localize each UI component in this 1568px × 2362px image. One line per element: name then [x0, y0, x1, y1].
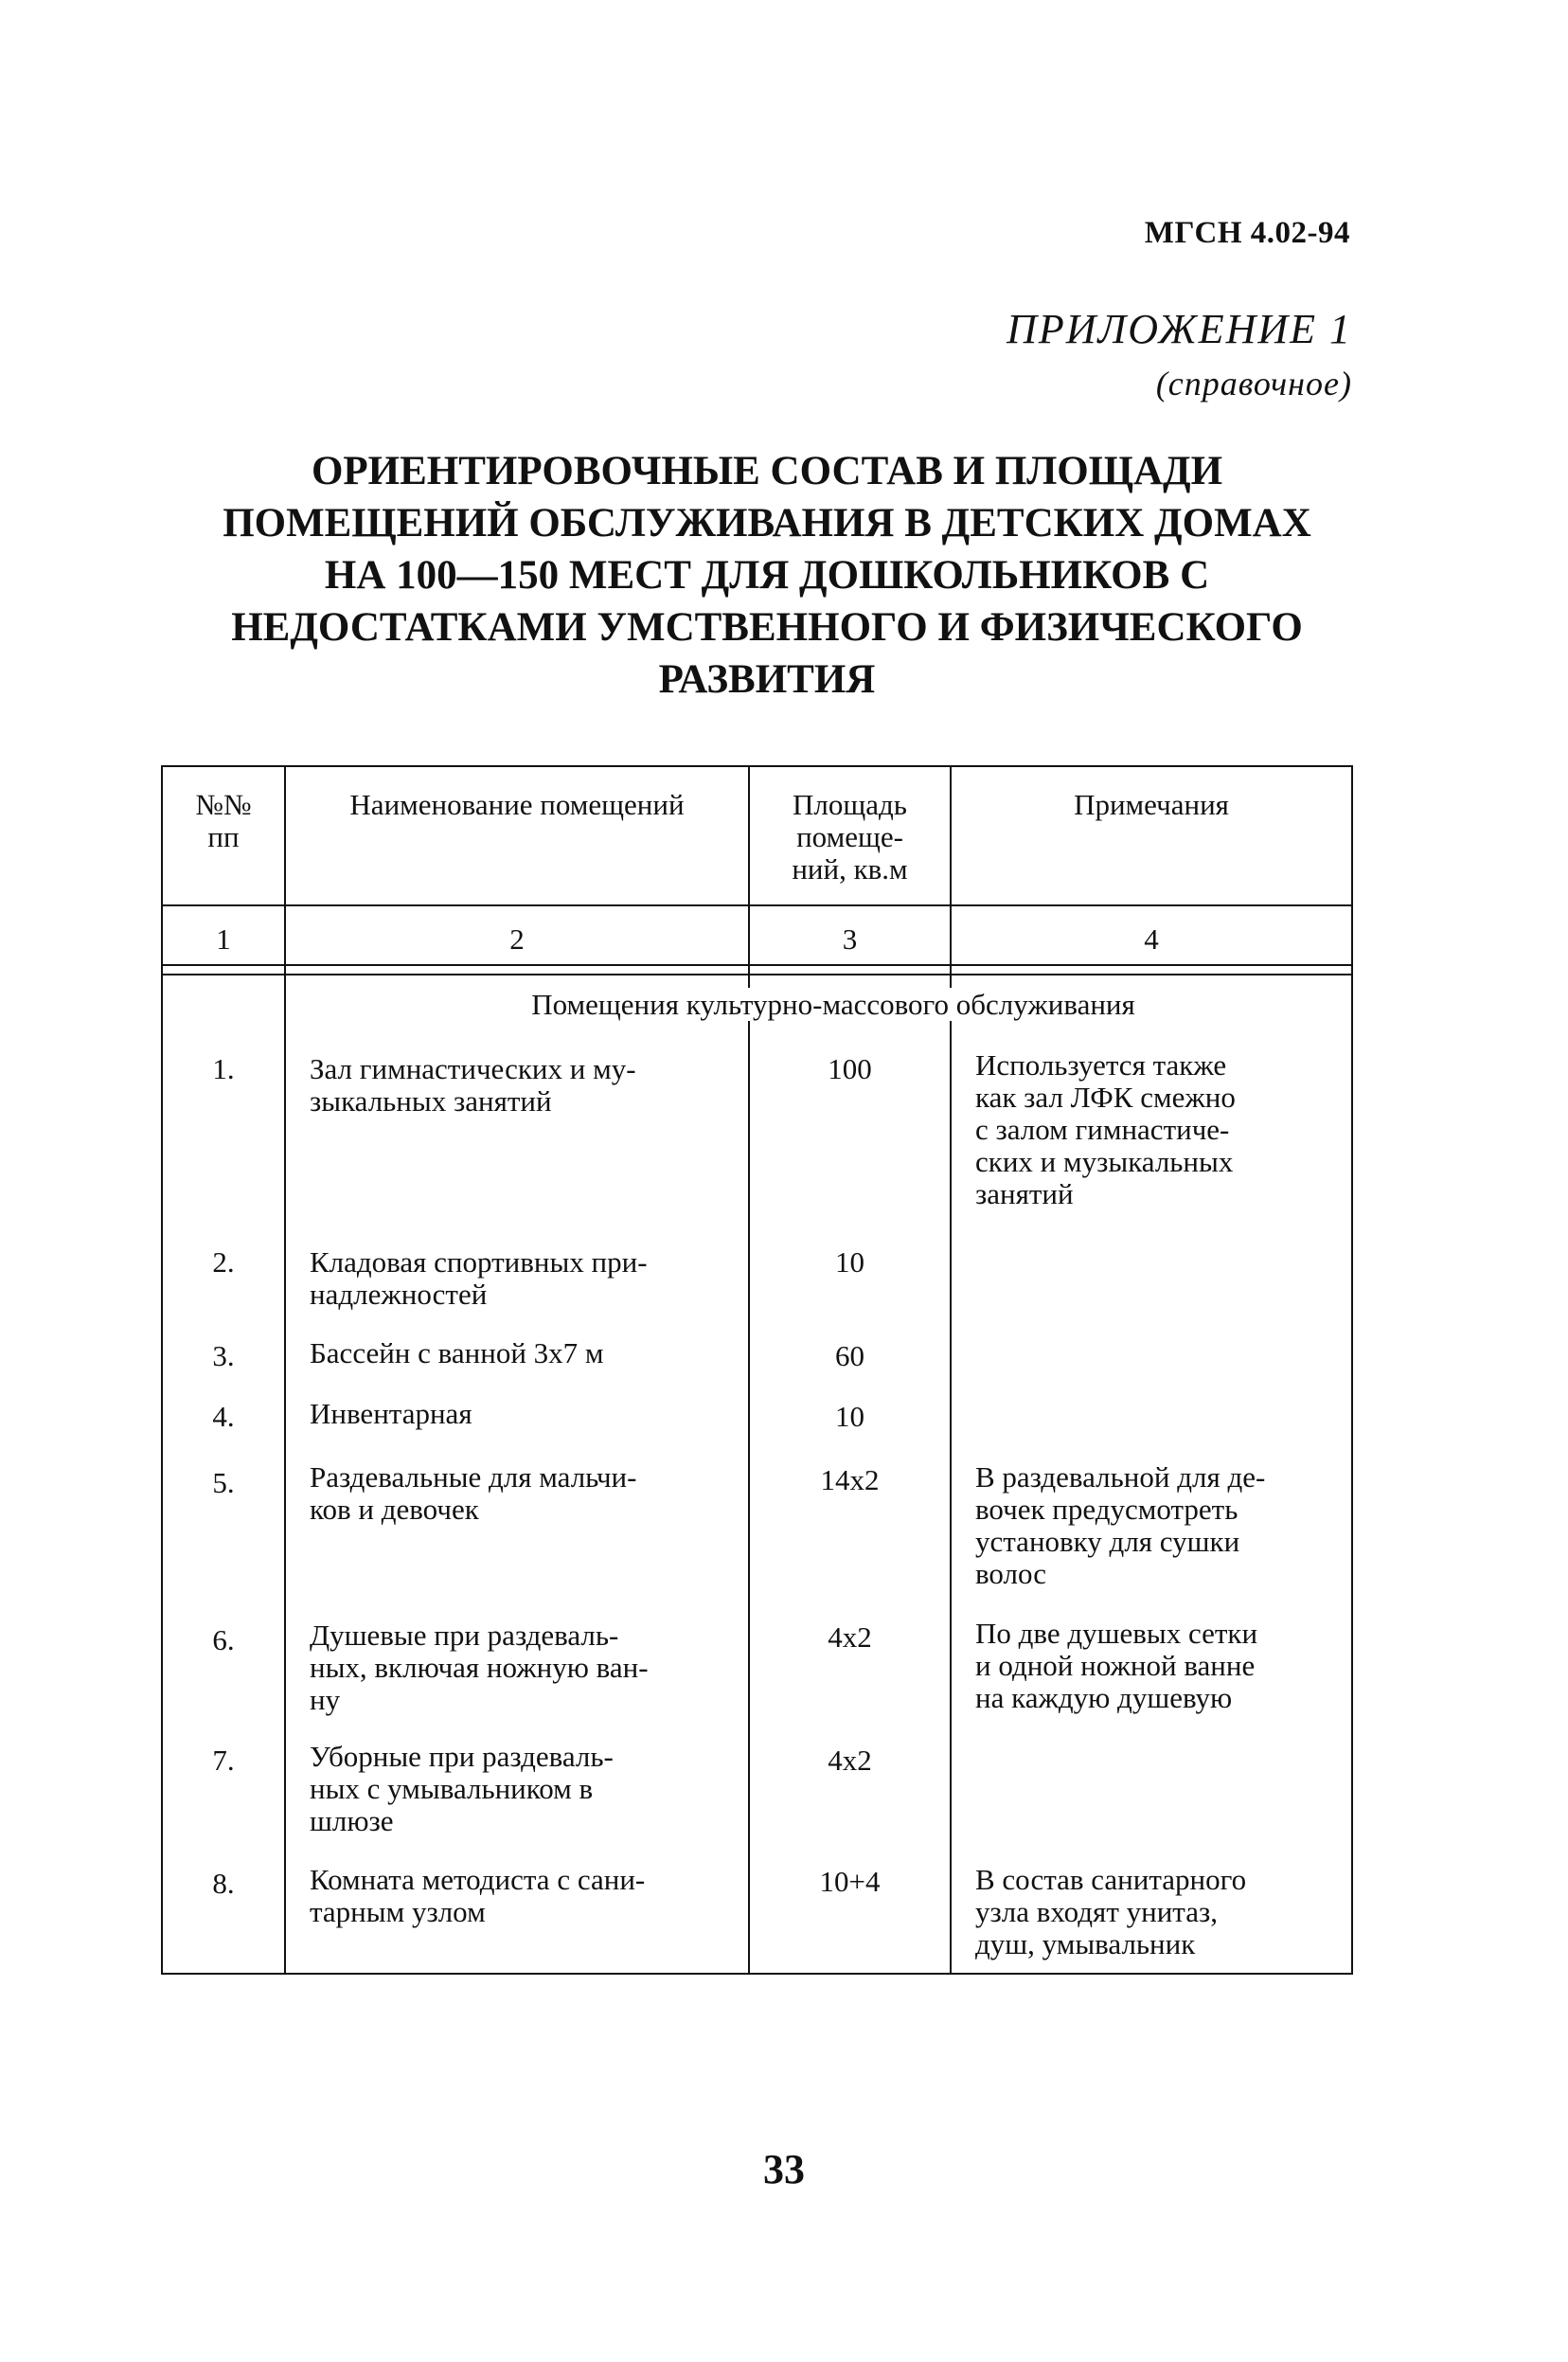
- header-name: Наименование помещений: [349, 788, 685, 821]
- room-notes: [975, 1618, 1345, 1714]
- row-number: 3.: [212, 1339, 235, 1372]
- room-notes-line: узла входят унитаз,: [975, 1895, 1218, 1928]
- room-notes-line: вочек предусмотреть: [975, 1493, 1238, 1526]
- room-notes-line: с залом гимнастиче-: [975, 1113, 1230, 1146]
- room-notes-line: волос: [975, 1557, 1047, 1590]
- room-area: 10+4: [819, 1865, 881, 1898]
- room-name-line: зыкальных занятий: [310, 1084, 552, 1118]
- room-notes: [975, 1864, 1345, 1960]
- header-num-line: №№: [195, 788, 252, 821]
- row-number: 4.: [212, 1400, 235, 1433]
- room-notes-line: душ, умывальник: [975, 1927, 1196, 1960]
- room-name: [310, 1619, 726, 1716]
- room-name: [310, 1398, 726, 1430]
- room-name: [310, 1246, 726, 1311]
- room-area: 14х2: [820, 1463, 880, 1496]
- header-area-line: помеще-: [796, 820, 903, 853]
- header-notes: Примечания: [1074, 788, 1229, 821]
- room-name-line: шлюзе: [310, 1804, 394, 1837]
- header-num: [163, 789, 284, 853]
- room-name-line: Комната методиста с сани-: [310, 1863, 646, 1896]
- room-name-line: надлежностей: [310, 1278, 488, 1311]
- room-name-line: ну: [310, 1683, 341, 1716]
- room-notes-line: на каждую душевую: [975, 1681, 1233, 1714]
- room-notes-line: как зал ЛФК смежно: [975, 1081, 1236, 1114]
- room-name-line: Душевые при раздеваль-: [310, 1619, 619, 1652]
- header-divider: [161, 964, 1353, 966]
- column-number: 2: [509, 922, 525, 956]
- room-notes-line: занятий: [975, 1177, 1074, 1210]
- room-notes: [975, 1049, 1345, 1210]
- room-name-line: Бассейн с ванной 3х7 м: [310, 1336, 604, 1369]
- room-notes-line: По две душевых сетки: [975, 1617, 1258, 1650]
- row-number: 8.: [212, 1867, 235, 1900]
- room-name-line: тарным узлом: [310, 1895, 486, 1928]
- room-notes-line: установку для сушки: [975, 1525, 1240, 1558]
- room-name-line: Кладовая спортивных при-: [310, 1245, 648, 1279]
- room-name-line: ных с умывальником в: [310, 1772, 594, 1805]
- room-notes-line: и одной ножной ванне: [975, 1649, 1256, 1682]
- appendix-type: (справочное): [1155, 365, 1352, 403]
- room-name-line: Инвентарная: [310, 1397, 472, 1430]
- room-name-line: Раздевальные для мальчи-: [310, 1460, 637, 1494]
- room-name: [310, 1864, 726, 1928]
- header-area-line: ний, кв.м: [792, 852, 908, 886]
- room-name: [310, 1053, 726, 1118]
- title-line: РАЗВИТИЯ: [658, 657, 876, 702]
- title-line: ОРИЕНТИРОВОЧНЫЕ СОСТАВ И ПЛОЩАДИ: [311, 449, 1223, 493]
- title-line: ПОМЕЩЕНИЙ ОБСЛУЖИВАНИЯ В ДЕТСКИХ ДОМАХ: [223, 501, 1311, 546]
- room-name: [310, 1337, 726, 1369]
- column-number: 4: [1144, 922, 1159, 956]
- room-area: 4х2: [828, 1744, 872, 1777]
- column-number: 1: [216, 922, 231, 956]
- document-title: [180, 445, 1354, 706]
- row-number: 7.: [212, 1744, 235, 1777]
- section-heading: [454, 988, 1212, 1022]
- header-divider: [161, 974, 1353, 975]
- room-area: 10: [835, 1245, 864, 1279]
- row-number: 5.: [212, 1466, 235, 1499]
- room-notes-line: В состав санитарного: [975, 1863, 1247, 1896]
- page-number: 33: [763, 2146, 805, 2192]
- room-name-line: Уборные при раздеваль-: [310, 1740, 614, 1773]
- column-number: 3: [842, 922, 858, 956]
- title-line: НЕДОСТАТКАМИ УМСТВЕННОГО И ФИЗИЧЕСКОГО: [231, 605, 1303, 650]
- header-area-line: Площадь: [793, 788, 907, 821]
- section-heading-text: Помещения культурно-массового обслуживания: [527, 988, 1139, 1021]
- appendix-label: ПРИЛОЖЕНИЕ 1: [1007, 306, 1352, 352]
- room-name-line: Зал гимнастических и му-: [310, 1052, 636, 1085]
- room-area: 4х2: [828, 1620, 872, 1654]
- room-notes-line: Используется также: [975, 1048, 1227, 1082]
- room-notes: [975, 1461, 1345, 1590]
- room-area: 60: [835, 1339, 864, 1372]
- header-divider: [161, 904, 1353, 906]
- room-notes-line: В раздевальной для де-: [975, 1460, 1266, 1494]
- room-name-line: ных, включая ножную ван-: [310, 1651, 649, 1684]
- row-number: 6.: [212, 1623, 235, 1656]
- room-name: [310, 1461, 726, 1526]
- row-number: 1.: [212, 1052, 235, 1085]
- row-number: 2.: [212, 1245, 235, 1279]
- room-area: 10: [835, 1400, 864, 1433]
- room-notes-line: ских и музыкальных: [975, 1145, 1234, 1178]
- room-name-line: ков и девочек: [310, 1493, 479, 1526]
- title-line: НА 100—150 МЕСТ ДЛЯ ДОШКОЛЬНИКОВ С: [324, 553, 1210, 598]
- room-name: [310, 1741, 726, 1837]
- header-area: [750, 789, 950, 886]
- room-area: 100: [828, 1052, 872, 1085]
- header-num-line: пп: [207, 820, 240, 853]
- document-code: МГСН 4.02-94: [1144, 216, 1350, 250]
